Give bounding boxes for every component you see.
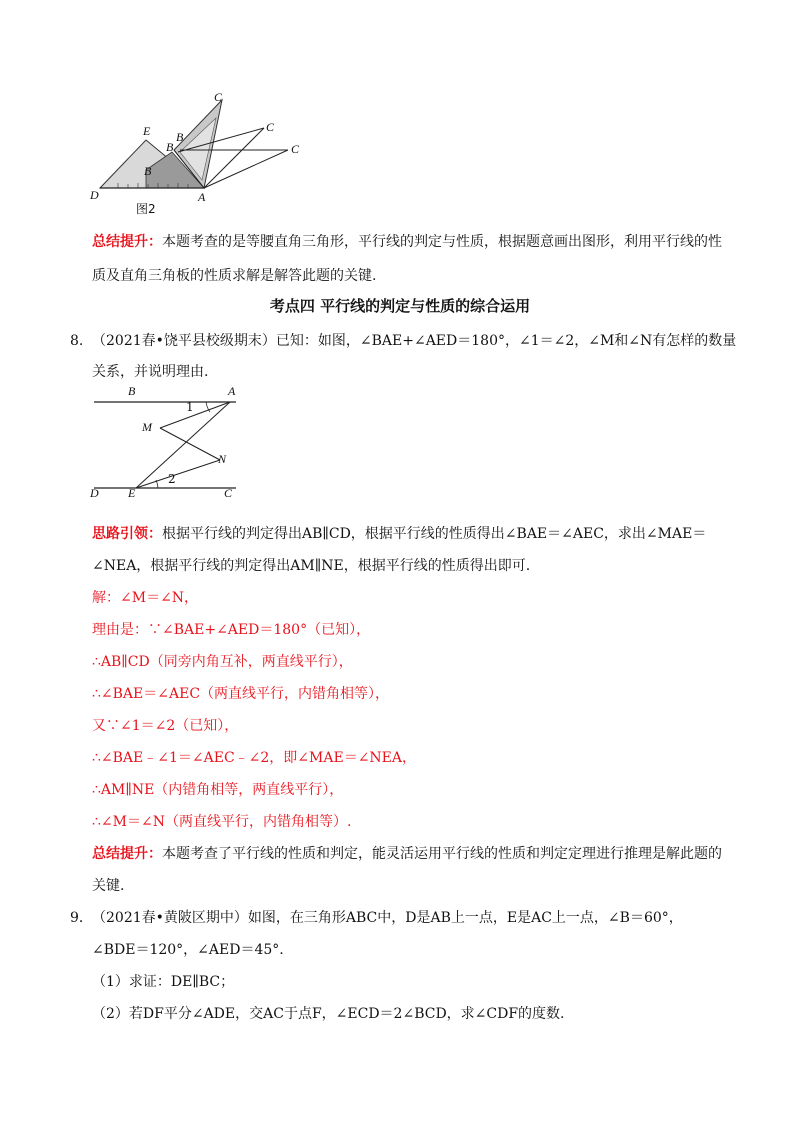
hint-text1: 根据平行线的判定得出AB∥CD，根据平行线的性质得出∠BAE＝∠AEC，求出∠MAE＝ [162, 526, 707, 542]
point-label-e: E [143, 124, 151, 138]
q9-line2: ∠BDE＝120°，∠AED＝45°. [92, 942, 284, 958]
q9-line1: （2021春•黄陂区期中）如图，在三角形ABC中，D是AB上一点，E是AC上一点，∠B＝60°， [92, 910, 683, 926]
point-label-b2: B [128, 384, 136, 398]
hint-label: 思路引领： [92, 526, 162, 542]
summary1-label: 总结提升： [92, 234, 162, 250]
section-heading: 考点四 平行线的判定与性质的综合运用 [269, 297, 531, 315]
point-label-e2: E [128, 486, 136, 500]
figure-triangle-rulers [88, 88, 318, 218]
point-label-m: M [142, 420, 152, 434]
angle-label-2: 2 [168, 472, 176, 486]
solution-line: ∴AM∥NE（内错角相等，两直线平行）， [92, 782, 344, 798]
summary1-text2: 质及直角三角板的性质求解是解答此题的关键. [92, 268, 377, 284]
point-label-b-upper: B [176, 130, 184, 144]
q8-number: 8. [70, 333, 84, 349]
hint-line1 [92, 524, 706, 544]
q8-line2: 关系，并说明理由. [92, 364, 209, 380]
solution-line: ∴AB∥CD（同旁内角互补，两直线平行）， [92, 654, 353, 670]
figure-caption: 图2 [136, 202, 156, 216]
point-label-c-top: C [214, 90, 223, 104]
summary2-line1 [92, 844, 722, 864]
solution-line: 理由是：∵∠BAE+∠AED＝180°（已知）， [92, 622, 371, 638]
point-label-b-lower: B [144, 164, 152, 178]
summary2-text2: 关键. [92, 878, 125, 894]
q8-line1: （2021春•饶平县校级期末）已知：如图，∠BAE+∠AED＝180°，∠1＝∠2，∠M和∠N有怎样的数量 [92, 333, 737, 349]
summary1-line1 [92, 232, 722, 252]
solution-line: 又∵∠1＝∠2（已知）， [92, 718, 239, 734]
figure-parallel-lines [88, 384, 248, 504]
q9-part1: （1）求证：DE∥BC； [92, 974, 235, 990]
point-label-b-mid: B [166, 140, 174, 154]
point-label-n: N [218, 452, 227, 466]
summary1-text1: 本题考查的是等腰直角三角形，平行线的判定与性质，根据题意画出图形，利用平行线的性 [162, 234, 722, 250]
solution-line: ∴∠BAE＝∠AEC（两直线平行，内错角相等）， [92, 686, 390, 702]
point-label-c2: C [224, 486, 233, 500]
point-label-d2: D [90, 486, 99, 500]
summary2-label: 总结提升： [92, 846, 162, 862]
point-label-a: A [198, 190, 206, 204]
solution-line: ∴∠M＝∠N（两直线平行，内错角相等）. [92, 814, 352, 830]
solution-line: 解：∠M＝∠N， [92, 590, 199, 606]
point-label-a2: A [228, 384, 236, 398]
hint-text2: ∠NEA，根据平行线的判定得出AM∥NE，根据平行线的性质得出即可. [92, 558, 531, 574]
summary2-text1: 本题考查了平行线的性质和判定，能灵活运用平行线的性质和判定定理进行推理是解此题的 [162, 846, 722, 862]
solution-line: ∴∠BAE﹣∠1＝∠AEC﹣∠2，即∠MAE＝∠NEA， [92, 750, 417, 766]
point-label-d: D [90, 188, 99, 202]
q9-part2: （2）若DF平分∠ADE，交AC于点F，∠ECD＝2∠BCD，求∠CDF的度数. [92, 1006, 565, 1022]
q9-number: 9． [70, 910, 93, 926]
angle-label-1: 1 [186, 400, 194, 414]
point-label-c-mid: C [266, 120, 275, 134]
point-label-c-right: C [291, 142, 300, 156]
